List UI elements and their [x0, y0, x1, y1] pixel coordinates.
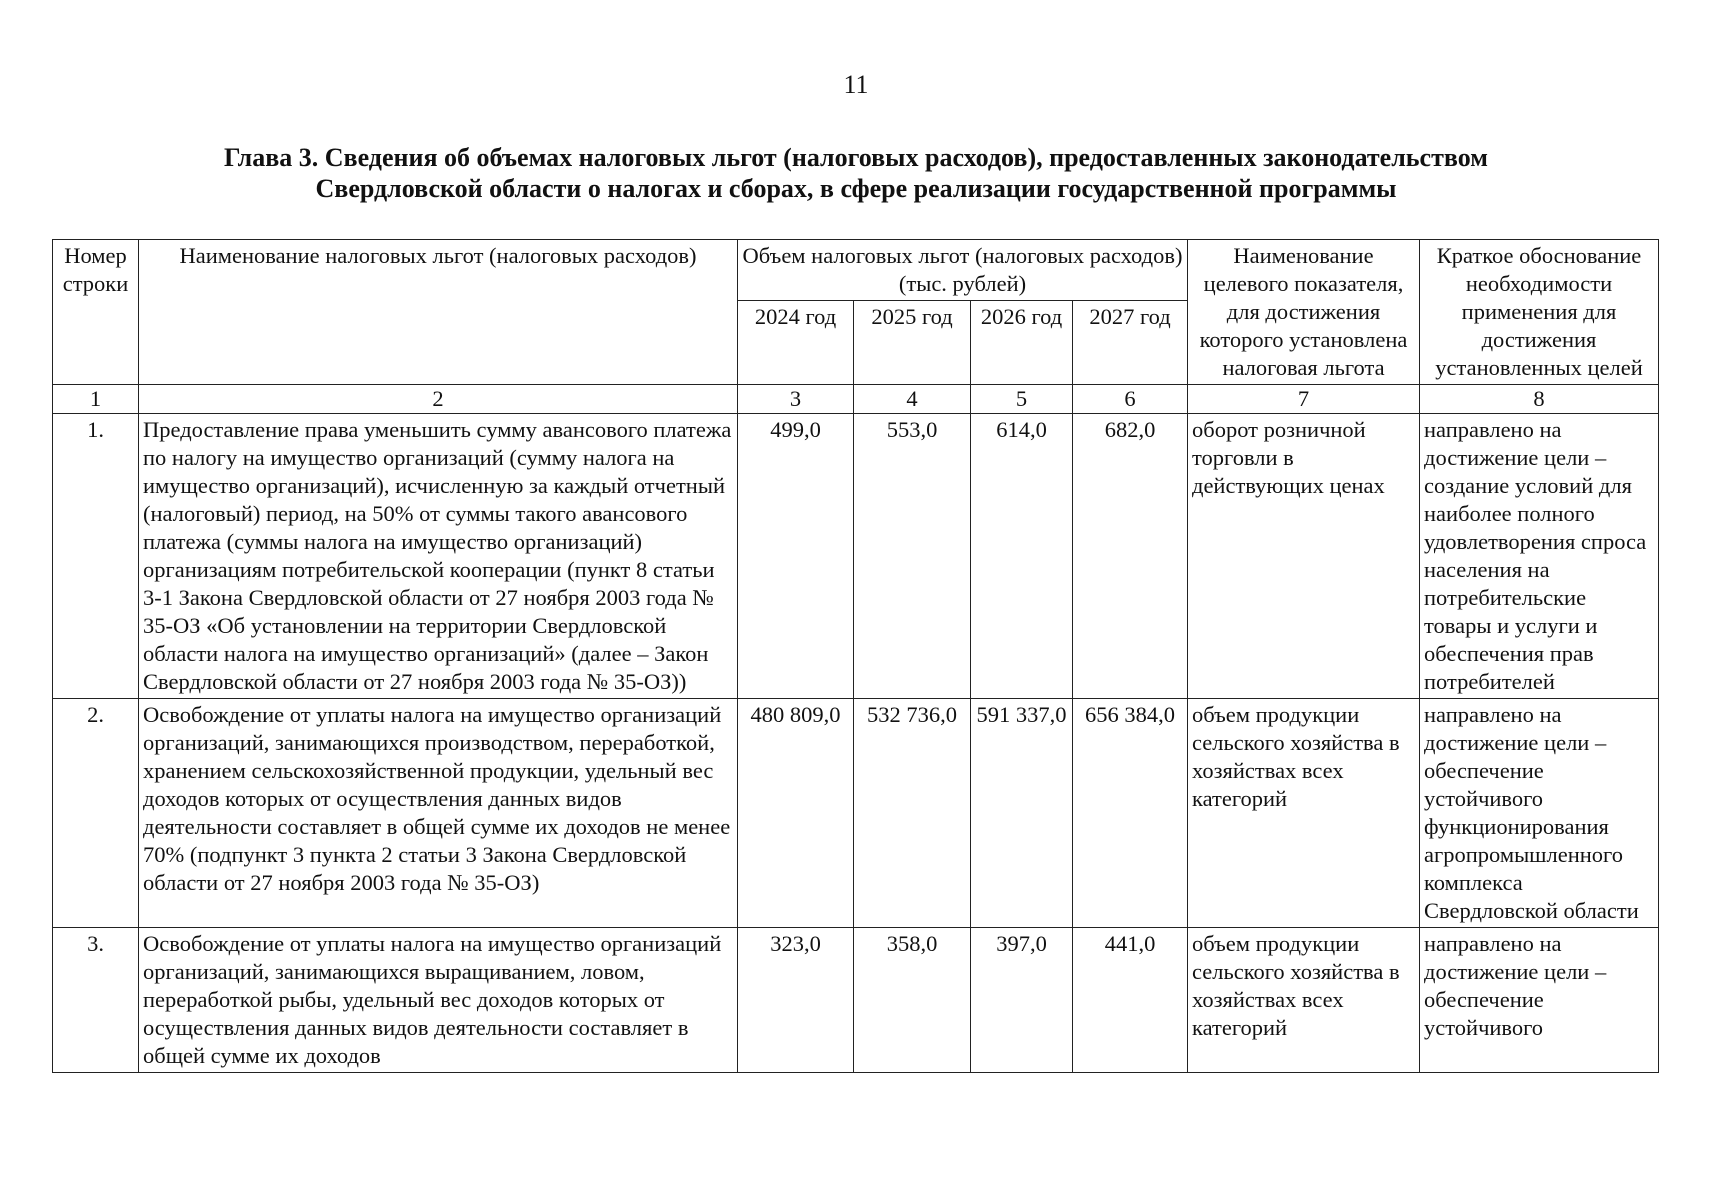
value-2025: 553,0 [854, 414, 971, 699]
row-number: 1. [53, 414, 139, 699]
chapter-title [100, 142, 1612, 204]
value-2025: 532 736,0 [854, 699, 971, 928]
justification: направлено на достижение цели – создание условий для наиболее полного удовлетворения спроса населения на потребительские товары и услуги и обеспечения прав потребителей [1420, 414, 1659, 699]
target-indicator: оборот розничной торговли в действующих ценах [1188, 414, 1420, 699]
row-number: 3. [53, 928, 139, 1073]
column-number: 8 [1420, 385, 1659, 414]
page-number: 11 [843, 70, 869, 99]
column-number-row [53, 385, 1659, 414]
column-number: 2 [139, 385, 738, 414]
header-row-number: Номер строки [53, 240, 139, 385]
target-indicator: объем продукции сельского хозяйства в хозяйствах всех категорий [1188, 699, 1420, 928]
target-indicator: объем продукции сельского хозяйства в хозяйствах всех категорий [1188, 928, 1420, 1073]
value-2026: 614,0 [971, 414, 1073, 699]
header-year-2026: 2026 год [971, 301, 1073, 385]
header-volume: Объем налоговых льгот (налоговых расходов) (тыс. рублей) [738, 240, 1188, 301]
justification: направлено на достижение цели – обеспечение устойчивого [1420, 928, 1659, 1073]
tax-benefits-table [52, 239, 1659, 1073]
justification: направлено на достижение цели – обеспечение устойчивого функционирования агропромышленного комплекса Свердловской области [1420, 699, 1659, 928]
header-year-2027: 2027 год [1073, 301, 1188, 385]
value-2026: 591 337,0 [971, 699, 1073, 928]
value-2024: 323,0 [738, 928, 854, 1073]
value-2025: 358,0 [854, 928, 971, 1073]
chapter-title-line-2: Свердловской области о налогах и сборах, в сфере реализации государственной программы [315, 174, 1397, 203]
header-name: Наименование налоговых льгот (налоговых расходов) [139, 240, 738, 385]
value-2026: 397,0 [971, 928, 1073, 1073]
table-row [53, 414, 1659, 699]
header-year-2024: 2024 год [738, 301, 854, 385]
header-justification: Краткое обоснование необходимости применения для достижения установленных целей [1420, 240, 1659, 385]
benefit-name: Предоставление права уменьшить сумму авансового платежа по налогу на имущество организаций (сумму налога на имущество организаций), исчисленную за каждый отчетный (налоговый) период, на 50% от суммы такого авансового платежа (суммы налога на имущество организаций) организациям потребительской кооперации (пункт 8 статьи 3-1 Закона Свердловской области от 27 ноября 2003 года № 35-ОЗ «Об установлении на территории Свердловской области налога на имущество организаций» (далее – Закон Свердловской области от 27 ноября 2003 года № 35-ОЗ)) [139, 414, 738, 699]
table-row [53, 699, 1659, 928]
value-2024: 499,0 [738, 414, 854, 699]
value-2027: 656 384,0 [1073, 699, 1188, 928]
header-year-2025: 2025 год [854, 301, 971, 385]
column-number: 4 [854, 385, 971, 414]
column-number: 1 [53, 385, 139, 414]
column-number: 6 [1073, 385, 1188, 414]
row-number: 2. [53, 699, 139, 928]
value-2024: 480 809,0 [738, 699, 854, 928]
column-number: 5 [971, 385, 1073, 414]
header-indicator: Наименование целевого показателя, для достижения которого установлена налоговая льгота [1188, 240, 1420, 385]
benefit-name: Освобождение от уплаты налога на имущество организаций организаций, занимающихся производством, переработкой, хранением сельскохозяйственной продукции, удельный вес доходов которых от осуществления данных видов деятельности составляет в общей сумме их доходов не менее 70% (подпункт 3 пункта 2 статьи 3 Закона Свердловской области от 27 ноября 2003 года № 35-ОЗ) [139, 699, 738, 928]
table-row [53, 928, 1659, 1073]
column-number: 7 [1188, 385, 1420, 414]
header-row-1 [53, 240, 1659, 301]
benefit-name: Освобождение от уплаты налога на имущество организаций организаций, занимающихся выращиванием, ловом, переработкой рыбы, удельный вес доходов которых от осуществления данных видов деятельности составляет в общей сумме их доходов [139, 928, 738, 1073]
value-2027: 682,0 [1073, 414, 1188, 699]
column-number: 3 [738, 385, 854, 414]
value-2027: 441,0 [1073, 928, 1188, 1073]
chapter-title-line-1: Глава 3. Сведения об объемах налоговых льгот (налоговых расходов), предоставленных законодательством [224, 143, 1488, 172]
